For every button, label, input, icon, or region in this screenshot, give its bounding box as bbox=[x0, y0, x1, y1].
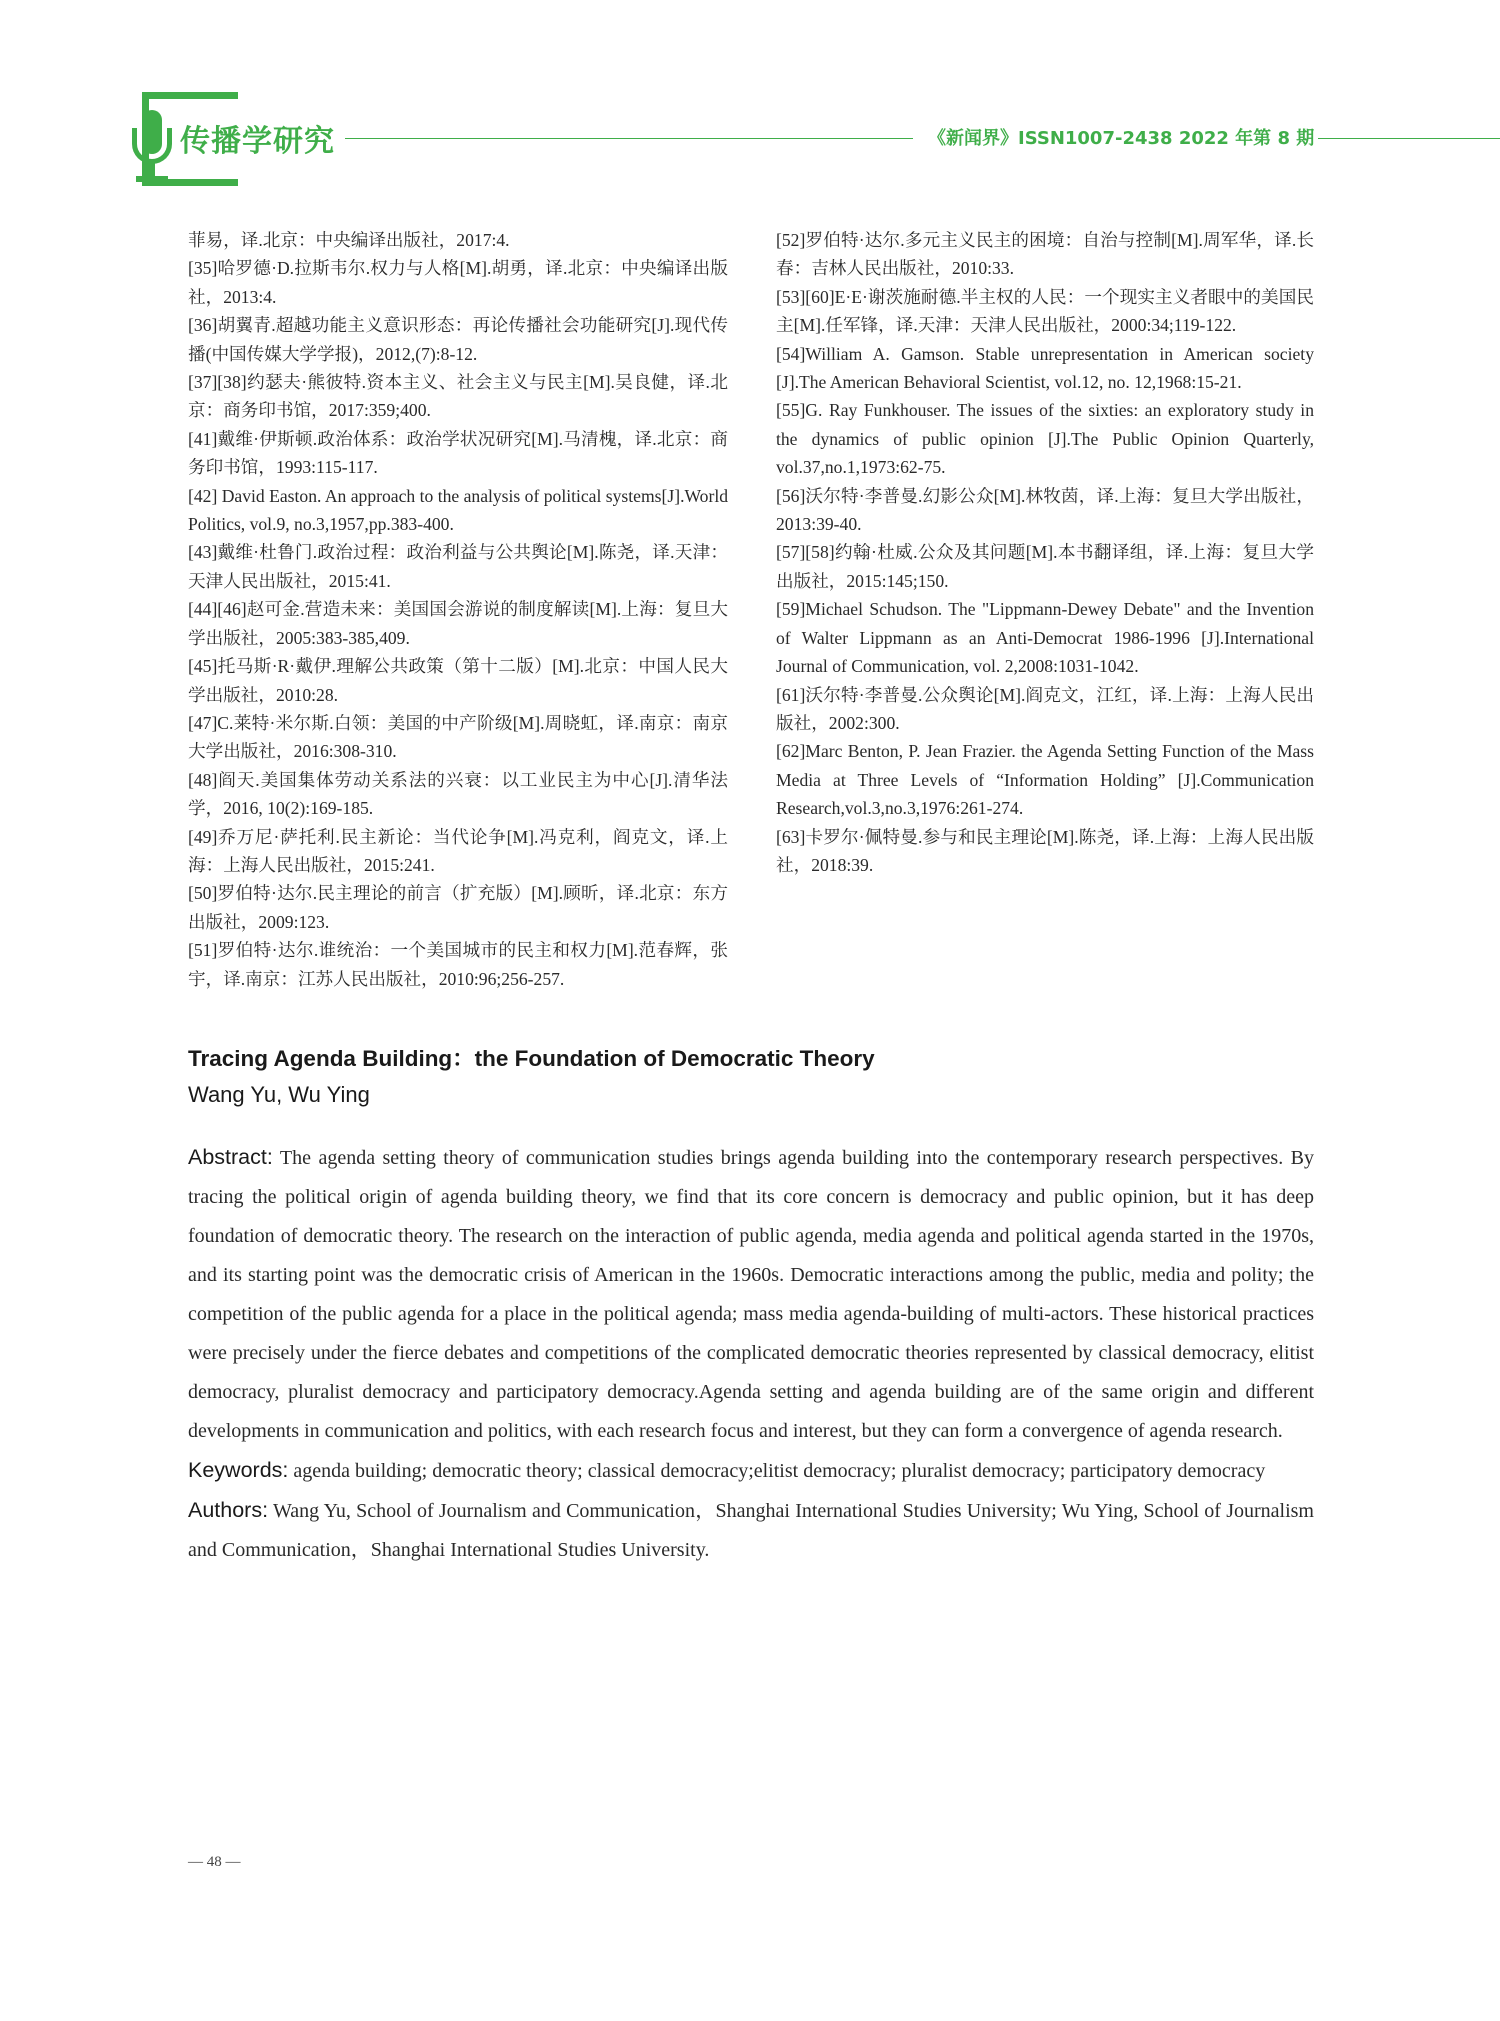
section-title: 传播学研究 bbox=[180, 124, 335, 159]
page-header bbox=[0, 0, 1500, 200]
reference-item: [43]戴维·杜鲁门.政治过程：政治利益与公共舆论[M].陈尧，译.天津：天津人民出版社，2015:41. bbox=[188, 542, 728, 591]
reference-item: [61]沃尔特·李普曼.公众舆论[M].阎克文，江红，译.上海：上海人民出版社，2002:300. bbox=[776, 684, 1314, 733]
authors-text: Wang Yu, School of Journalism and Communication，Shanghai International Studies University; Wu Ying, School of Journalism and Communication，Shanghai International Studies University. bbox=[188, 1500, 1314, 1561]
reference-item: [53][60]E·E·谢茨施耐德.半主权的人民：一个现实主义者眼中的美国民主[M].任军锋，译.天津：天津人民出版社，2000:34;119-122. bbox=[776, 286, 1314, 336]
english-title: Tracing Agenda Building：the Foundation of Democratic Theory bbox=[188, 1046, 875, 1071]
reference-item: [41]戴维·伊斯顿.政治体系：政治学状况研究[M].马清槐，译.北京：商务印书馆，1993:115-117. bbox=[188, 428, 728, 478]
reference-item: [45]托马斯·R·戴伊.理解公共政策（第十二版）[M].北京：中国人民大学出版社，2010:28. bbox=[188, 656, 728, 705]
abstract-label: Abstract: bbox=[188, 1145, 273, 1169]
reference-item: [50]罗伯特·达尔.民主理论的前言（扩充版）[M].顾昕，译.北京：东方出版社，2009:123. bbox=[188, 883, 728, 932]
keywords-text: agenda building; democratic theory; classical democracy;elitist democracy; pluralist democracy; participatory democracy bbox=[293, 1460, 1266, 1482]
keywords-paragraph bbox=[188, 1451, 1314, 1491]
reference-item: [47]C.莱特·米尔斯.白领：美国的中产阶级[M].周晓虹，译.南京：南京大学出版社，2016:308-310. bbox=[188, 712, 728, 762]
reference-item: [51]罗伯特·达尔.谁统治：一个美国城市的民主和权力[M].范春辉，张宇，译.南京：江苏人民出版社，2010:96;256-257. bbox=[188, 940, 728, 989]
abstract-paragraph bbox=[188, 1138, 1314, 1451]
abstract-text: The agenda setting theory of communication studies brings agenda building into the contemporary research perspectives. By tracing the political origin of agenda building theory, we find that its core concern is democracy and public opinion, but it has deep foundation of democratic theory. The research on the interaction of public agenda, media agenda and political agenda started in the 1970s, and its starting point was the democratic crisis of American in the 1960s. Democratic interactions among the public, media and polity; the competition of the public agenda for a place in the political agenda; mass media agenda-building of multi-actors. These historical practices were precisely under the fierce debates and competitions of the complicated democratic theories represented by classical democracy, elitist democracy, pluralist democracy and participatory democracy.Agenda setting and agenda building are of the same origin and different developments in communication and politics, with each research focus and interest, but they can form a convergence of agenda research. bbox=[188, 1147, 1314, 1442]
reference-item: [59]Michael Schudson. The "Lippmann-Dewey Debate" and the Invention of Walter Lippmann as an Anti-Democrat 1986-1996 [J].International Journal of Communication, vol. 2,2008:1031-1042. bbox=[776, 599, 1314, 677]
references-left-column bbox=[188, 226, 728, 993]
reference-item: [54]William A. Gamson. Stable unrepresentation in American society [J].The American Behavioral Scientist, vol.12, no. 12,1968:15-21. bbox=[776, 343, 1314, 393]
reference-item: [42] David Easton. An approach to the analysis of political systems[J].World Politics, vol.9, no.3,1957,pp.383-400. bbox=[188, 485, 728, 535]
reference-item: [44][46]赵可金.营造未来：美国国会游说的制度解读[M].上海：复旦大学出版社，2005:383-385,409. bbox=[188, 599, 728, 648]
reference-item: [55]G. Ray Funkhouser. The issues of the sixties: an exploratory study in the dynamics of public opinion [J].The Public Opinion Quarterly, vol.37,no.1,1973:62-75. bbox=[776, 400, 1314, 478]
authors-label: Authors: bbox=[188, 1498, 269, 1522]
reference-item: [37][38]约瑟夫·熊彼特.资本主义、社会主义与民主[M].吴良健，译.北京：商务印书馆，2017:359;400. bbox=[188, 372, 728, 421]
header-rule-left bbox=[345, 138, 913, 139]
english-abstract-section bbox=[188, 1042, 1314, 1570]
reference-item: [63]卡罗尔·佩特曼.参与和民主理论[M].陈尧，译.上海：上海人民出版社，2018:39. bbox=[776, 826, 1314, 875]
reference-item: [36]胡翼青.超越功能主义意识形态：再论传播社会功能研究[J].现代传播(中国传媒大学学报)，2012,(7):8-12. bbox=[188, 315, 728, 364]
reference-item: [57][58]约翰·杜威.公众及其问题[M].本书翻译组，译.上海：复旦大学出版社，2015:145;150. bbox=[776, 542, 1314, 591]
reference-item: [49]乔万尼·萨托利.民主新论：当代论争[M].冯克利，阎克文，译.上海：上海人民出版社，2015:241. bbox=[188, 826, 728, 875]
reference-item: [48]阎天.美国集体劳动关系法的兴衰：以工业民主为中心[J].清华法学，2016, 10(2):169-185. bbox=[188, 769, 728, 819]
reference-item: [62]Marc Benton, P. Jean Frazier. the Agenda Setting Function of the Mass Media at Three Levels of “Information Holding” [J].Communication Research,vol.3,no.3,1976:261-274. bbox=[776, 741, 1314, 819]
reference-item: [35]哈罗德·D.拉斯韦尔.权力与人格[M].胡勇，译.北京：中央编译出版社，2013:4. bbox=[188, 258, 728, 307]
reference-item: 菲易，译.北京：中央编译出版社，2017:4. bbox=[188, 230, 510, 250]
authors-paragraph bbox=[188, 1491, 1314, 1570]
journal-info: 《新闻界》ISSN1007-2438 2022 年第 8 期 bbox=[928, 128, 1315, 149]
reference-item: [52]罗伯特·达尔.多元主义民主的困境：自治与控制[M].周军华，译.长春：吉林人民出版社，2010:33. bbox=[776, 230, 1314, 279]
logo-frame-top bbox=[142, 92, 238, 99]
keywords-label: Keywords: bbox=[188, 1458, 289, 1482]
header-rule-right bbox=[1318, 138, 1500, 139]
page-number: — 48 — bbox=[188, 1854, 241, 1870]
reference-item: [56]沃尔特·李普曼.幻影公众[M].林牧茵，译.上海：复旦大学出版社，2013:39-40. bbox=[776, 485, 1314, 535]
english-authors: Wang Yu, Wu Ying bbox=[188, 1082, 370, 1107]
references-right-column bbox=[776, 226, 1314, 879]
